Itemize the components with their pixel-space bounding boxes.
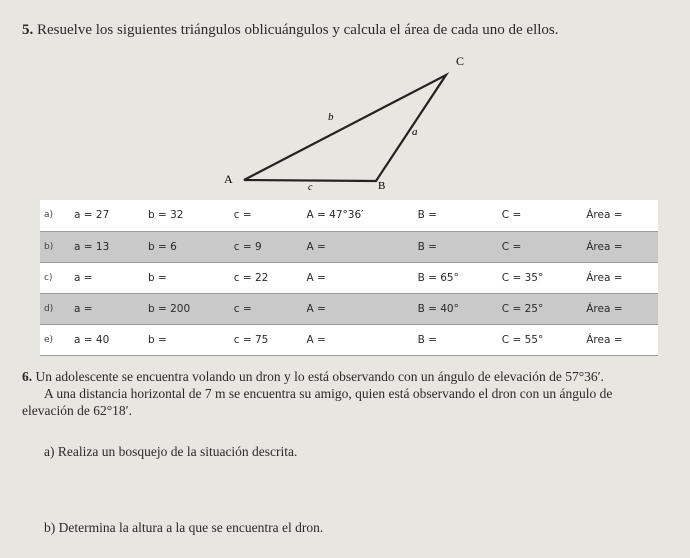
table-row bbox=[40, 324, 658, 355]
triangles-table bbox=[40, 200, 658, 356]
table-row bbox=[40, 200, 658, 231]
vertex-a-label: A bbox=[224, 172, 233, 186]
question-6-line-2: A una distancia horizontal de 7 m se encuentra su amigo, quien está observando el dron con un ángulo de bbox=[44, 386, 613, 401]
question-5 bbox=[22, 22, 559, 39]
angle-b-cell: B = 65° bbox=[417, 271, 459, 284]
area-cell: Área = bbox=[586, 302, 623, 315]
side-b-cell: b = 6 bbox=[147, 240, 177, 253]
sub-question-a: a) Realiza un bosquejo de la situación descrita. bbox=[44, 444, 298, 459]
side-a-cell: a = bbox=[74, 302, 93, 315]
angle-b-cell: B = bbox=[417, 240, 437, 253]
angle-a-cell: A = bbox=[306, 271, 326, 284]
side-a-label: a bbox=[412, 126, 418, 138]
side-c-label: c bbox=[308, 182, 313, 193]
area-cell: Área = bbox=[586, 240, 623, 253]
angle-c-cell: C = 55° bbox=[501, 333, 544, 346]
side-c-cell: c = 75 bbox=[233, 333, 269, 346]
angle-c-cell: C = bbox=[501, 209, 522, 222]
area-cell: Área = bbox=[586, 333, 623, 346]
angle-c-cell: C = 35° bbox=[501, 271, 544, 284]
side-b-label: b bbox=[328, 111, 334, 123]
question-number: 6. bbox=[22, 369, 33, 384]
side-a-cell: a = 13 bbox=[74, 240, 110, 253]
side-b-cell: b = 32 bbox=[147, 209, 184, 222]
angle-a-cell: A = bbox=[306, 302, 326, 315]
question-6-line-1: Un adolescente se encuentra volando un dron y lo está observando con un ángulo de elevación de 57°36′. bbox=[35, 369, 604, 384]
row-label: a) bbox=[44, 210, 54, 221]
angle-b-cell: B = 40° bbox=[417, 302, 459, 315]
angle-b-cell: B = bbox=[417, 209, 437, 222]
angle-c-cell: C = 25° bbox=[501, 302, 544, 315]
table-row bbox=[40, 293, 658, 324]
question-text: Resuelve los siguientes triángulos oblicuángulos y calcula el área de cada uno de ellos. bbox=[37, 22, 559, 38]
angle-a-cell: A = 47°36′ bbox=[306, 209, 364, 222]
area-cell: Área = bbox=[586, 209, 623, 222]
question-6-line-3: elevación de 62°18′. bbox=[22, 403, 132, 418]
question-number: 5. bbox=[22, 22, 34, 38]
table-row bbox=[40, 262, 658, 293]
angle-b-cell: B = bbox=[417, 333, 437, 346]
table-row bbox=[40, 231, 658, 262]
question-6 bbox=[22, 368, 672, 419]
angle-a-cell: A = bbox=[306, 240, 326, 253]
row-label: b) bbox=[44, 241, 54, 252]
row-label: e) bbox=[44, 334, 54, 345]
vertex-b-label: B bbox=[378, 180, 386, 192]
side-c-cell: c = bbox=[233, 302, 252, 315]
side-c-cell: c = 9 bbox=[233, 240, 262, 253]
side-c-cell: c = 22 bbox=[233, 271, 269, 284]
vertex-c-label: C bbox=[456, 54, 465, 68]
angle-c-cell: C = bbox=[501, 240, 522, 253]
side-b-cell: b = bbox=[147, 271, 167, 284]
side-c-cell: c = bbox=[233, 209, 252, 222]
triangle-figure bbox=[220, 50, 480, 200]
sub-question-b: b) Determina la altura a la que se encuentra el dron. bbox=[44, 520, 324, 535]
angle-a-cell: A = bbox=[306, 333, 326, 346]
side-b-cell: b = bbox=[147, 333, 167, 346]
area-cell: Área = bbox=[586, 271, 623, 284]
side-b-cell: b = 200 bbox=[147, 302, 191, 315]
side-a-cell: a = bbox=[74, 271, 93, 284]
side-a-cell: a = 27 bbox=[74, 209, 110, 222]
row-label: c) bbox=[44, 272, 53, 283]
side-a-cell: a = 40 bbox=[74, 333, 110, 346]
row-label: d) bbox=[44, 303, 54, 314]
